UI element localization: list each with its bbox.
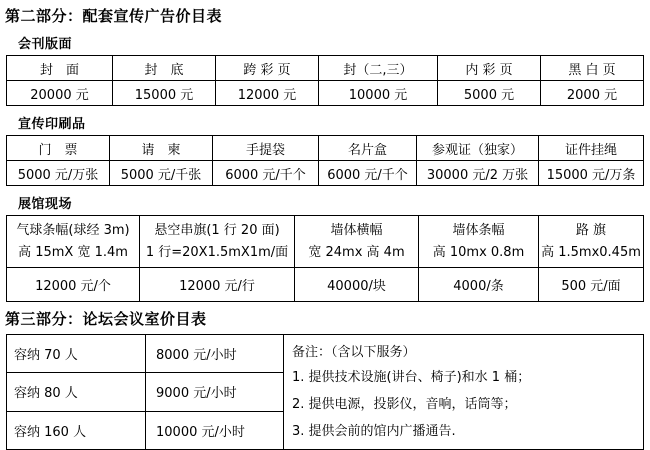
forum-table bbox=[6, 334, 644, 450]
print-price-row bbox=[7, 161, 644, 186]
journal-price-cell: 15000 元 bbox=[113, 81, 216, 106]
venue-price-cell: 4000/条 bbox=[419, 268, 539, 302]
print-price-cell: 5000 元/千张 bbox=[110, 161, 213, 186]
print-header-cell: 名片盒 bbox=[319, 136, 417, 161]
print-header-cell: 证件挂绳 bbox=[539, 136, 644, 161]
journal-header-cell: 封（二,三） bbox=[319, 56, 438, 81]
print-header-row bbox=[7, 136, 644, 161]
part2-title: 第二部分：配套宣传广告价目表 bbox=[5, 7, 223, 25]
room-capacity-cell: 容纳 160 人 bbox=[7, 411, 146, 449]
venue-item-name: 墙体条幅 bbox=[452, 223, 505, 239]
venue-header-cell bbox=[140, 216, 295, 268]
journal-header-cell: 黑 白 页 bbox=[541, 56, 644, 81]
room-price-cell: 10000 元/小时 bbox=[146, 411, 284, 449]
journal-price-row bbox=[7, 81, 644, 106]
section-label-venue: 展馆现场 bbox=[18, 197, 73, 212]
print-price-cell: 6000 元/千个 bbox=[213, 161, 319, 186]
venue-item-name: 路 旗 bbox=[575, 223, 607, 239]
venue-item-spec: 高 10mx 0.8m bbox=[432, 244, 525, 260]
print-header-cell: 参观证（独家） bbox=[417, 136, 539, 161]
journal-header-cell: 跨 彩 页 bbox=[216, 56, 319, 81]
forum-row bbox=[7, 335, 644, 373]
note-item: 3. 提供会前的馆内广播通告. bbox=[292, 424, 456, 439]
room-capacity-cell: 容纳 70 人 bbox=[7, 335, 146, 373]
notes-cell bbox=[284, 335, 644, 450]
venue-item-name: 悬空串旗(1 行 20 面) bbox=[154, 223, 280, 239]
venue-price-cell: 12000 元/个 bbox=[7, 268, 140, 302]
print-header-cell: 门 票 bbox=[7, 136, 110, 161]
section-label-print: 宣传印刷品 bbox=[18, 117, 86, 132]
venue-price-row bbox=[7, 268, 644, 302]
journal-table bbox=[6, 55, 644, 106]
venue-table bbox=[6, 215, 644, 302]
room-price-cell: 8000 元/小时 bbox=[146, 335, 284, 373]
note-item: 1. 提供技术设施(讲台、椅子)和水 1 桶； bbox=[292, 370, 531, 385]
venue-item-spec: 1 行=20X1.5mX1m/面 bbox=[145, 244, 289, 260]
journal-price-cell: 5000 元 bbox=[438, 81, 541, 106]
venue-header-cell bbox=[419, 216, 539, 268]
print-header-cell: 请 柬 bbox=[110, 136, 213, 161]
journal-price-cell: 2000 元 bbox=[541, 81, 644, 106]
venue-item-spec: 高 15mX 宽 1.4m bbox=[18, 244, 128, 260]
venue-price-cell: 500 元/面 bbox=[539, 268, 644, 302]
journal-header-cell: 封 底 bbox=[113, 56, 216, 81]
journal-price-cell: 20000 元 bbox=[7, 81, 113, 106]
print-price-cell: 5000 元/万张 bbox=[7, 161, 110, 186]
venue-item-spec: 高 1.5mx0.45m bbox=[541, 244, 641, 260]
print-price-cell: 15000 元/万条 bbox=[539, 161, 644, 186]
venue-item-spec: 宽 24mx 高 4m bbox=[308, 244, 405, 260]
room-price-cell: 9000 元/小时 bbox=[146, 373, 284, 411]
print-header-cell: 手提袋 bbox=[213, 136, 319, 161]
venue-item-name: 气球条幅(球经 3m) bbox=[16, 223, 130, 239]
section-label-journal: 会刊版面 bbox=[18, 37, 73, 52]
venue-header-row bbox=[7, 216, 644, 268]
journal-price-cell: 10000 元 bbox=[319, 81, 438, 106]
venue-price-cell: 12000 元/行 bbox=[140, 268, 295, 302]
venue-item-name: 墙体横幅 bbox=[330, 223, 383, 239]
journal-header-cell: 封 面 bbox=[7, 56, 113, 81]
print-table bbox=[6, 135, 644, 186]
print-price-cell: 6000 元/千个 bbox=[319, 161, 417, 186]
part3-title: 第三部分：论坛会议室价目表 bbox=[5, 310, 207, 328]
note-item: 2. 提供电源，投影仪，音响，话筒等； bbox=[292, 397, 517, 412]
journal-header-row bbox=[7, 56, 644, 81]
venue-header-cell bbox=[295, 216, 419, 268]
venue-header-cell bbox=[7, 216, 140, 268]
venue-price-cell: 40000/块 bbox=[295, 268, 419, 302]
room-capacity-cell: 容纳 80 人 bbox=[7, 373, 146, 411]
venue-header-cell bbox=[539, 216, 644, 268]
notes-title: 备注：（含以下服务） bbox=[292, 345, 416, 360]
journal-header-cell: 内 彩 页 bbox=[438, 56, 541, 81]
print-price-cell: 30000 元/2 万张 bbox=[417, 161, 539, 186]
journal-price-cell: 12000 元 bbox=[216, 81, 319, 106]
